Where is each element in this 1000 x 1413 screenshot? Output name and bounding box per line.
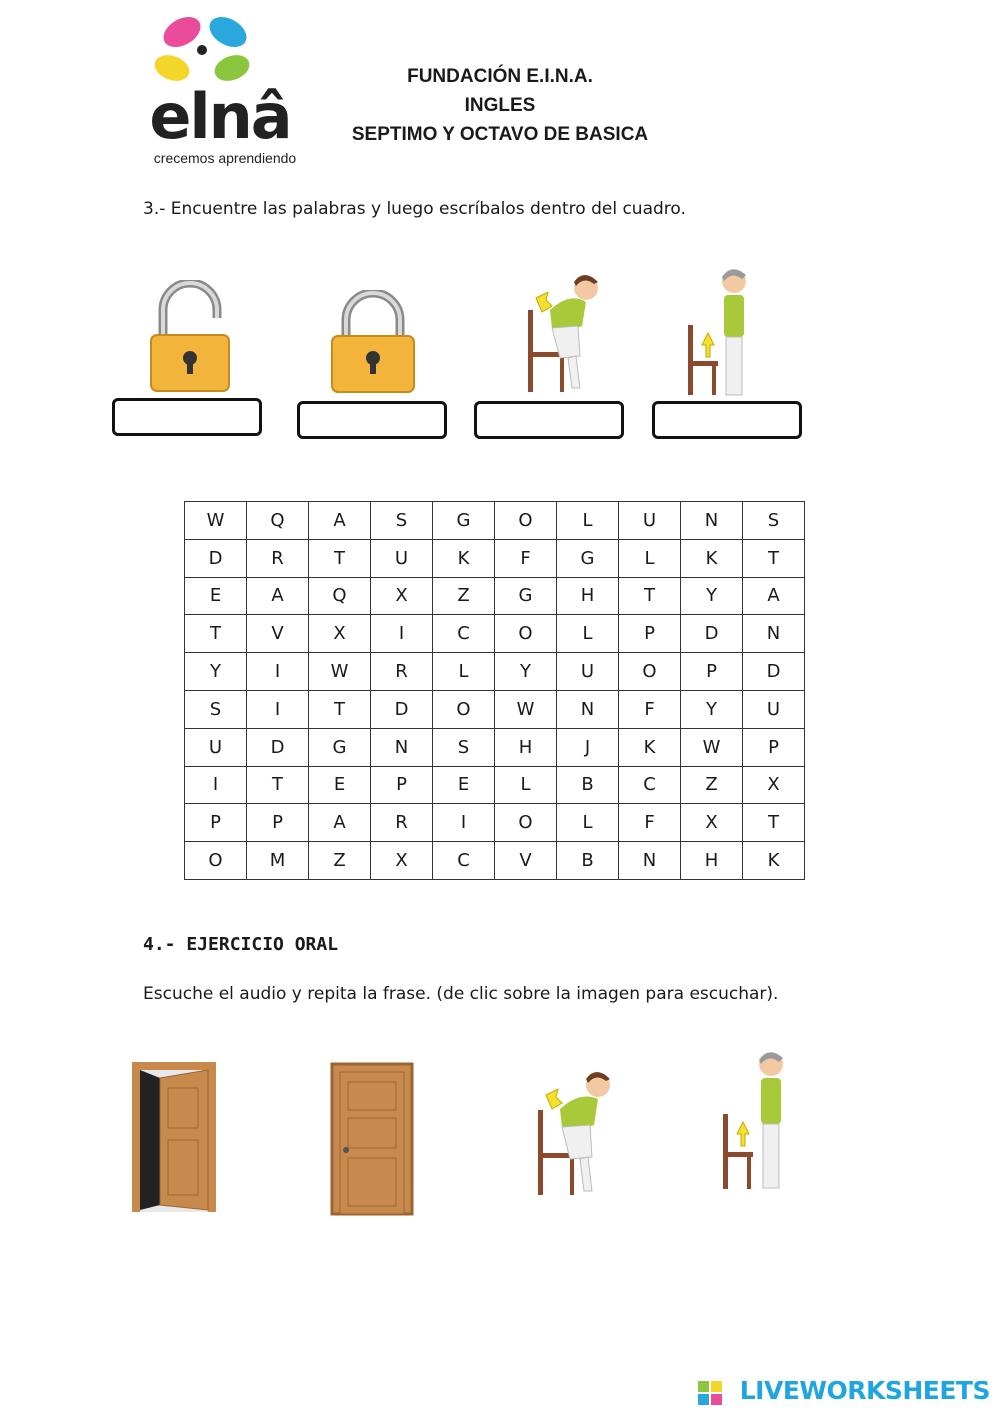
grid-cell[interactable]: I bbox=[247, 653, 309, 691]
grid-cell[interactable]: T bbox=[247, 766, 309, 804]
grid-cell[interactable]: Z bbox=[433, 577, 495, 615]
sit-down-person-audio-icon[interactable] bbox=[530, 1065, 625, 1200]
grid-cell[interactable]: P bbox=[743, 728, 805, 766]
grid-cell[interactable]: G bbox=[557, 539, 619, 577]
grid-cell[interactable]: E bbox=[309, 766, 371, 804]
grid-cell[interactable]: J bbox=[557, 728, 619, 766]
header-foundation: FUNDACIÓN E.I.N.A. bbox=[407, 66, 593, 87]
grid-cell[interactable]: V bbox=[247, 615, 309, 653]
hands-icon bbox=[151, 11, 253, 86]
grid-cell[interactable]: T bbox=[185, 615, 247, 653]
grid-cell[interactable]: H bbox=[681, 842, 743, 880]
grid-cell[interactable]: U bbox=[371, 539, 433, 577]
grid-cell[interactable]: F bbox=[495, 539, 557, 577]
grid-cell[interactable]: W bbox=[309, 653, 371, 691]
grid-cell[interactable]: X bbox=[309, 615, 371, 653]
grid-cell[interactable]: I bbox=[433, 804, 495, 842]
grid-cell[interactable]: D bbox=[681, 615, 743, 653]
grid-cell[interactable]: M bbox=[247, 842, 309, 880]
grid-cell[interactable]: F bbox=[619, 690, 681, 728]
answer-box-2[interactable] bbox=[297, 401, 447, 439]
grid-row bbox=[185, 615, 805, 653]
grid-cell[interactable]: K bbox=[433, 539, 495, 577]
grid-cell[interactable]: S bbox=[185, 690, 247, 728]
grid-cell[interactable]: U bbox=[743, 690, 805, 728]
grid-row bbox=[185, 577, 805, 615]
grid-cell[interactable]: S bbox=[433, 728, 495, 766]
grid-row bbox=[185, 653, 805, 691]
grid-cell[interactable]: N bbox=[681, 502, 743, 540]
grid-cell[interactable]: O bbox=[495, 502, 557, 540]
grid-cell[interactable]: P bbox=[619, 615, 681, 653]
grid-cell[interactable]: K bbox=[619, 728, 681, 766]
grid-row bbox=[185, 804, 805, 842]
grid-cell[interactable]: E bbox=[185, 577, 247, 615]
logo-slogan: crecemos aprendiendo bbox=[153, 150, 297, 166]
exercise4-title: 4.- EJERCICIO ORAL bbox=[143, 934, 339, 955]
grid-cell[interactable]: W bbox=[681, 728, 743, 766]
grid-cell[interactable]: R bbox=[371, 804, 433, 842]
grid-cell[interactable]: R bbox=[371, 653, 433, 691]
grid-cell[interactable]: R bbox=[247, 539, 309, 577]
exercise3-instruction: 3.- Encuentre las palabras y luego escríbalos dentro del cuadro. bbox=[143, 199, 686, 219]
grid-cell[interactable]: L bbox=[557, 615, 619, 653]
document-header bbox=[330, 62, 670, 149]
grid-cell[interactable]: L bbox=[619, 539, 681, 577]
grid-cell[interactable]: D bbox=[185, 539, 247, 577]
grid-row bbox=[185, 502, 805, 540]
grid-cell[interactable]: D bbox=[247, 728, 309, 766]
grid-cell[interactable]: T bbox=[743, 804, 805, 842]
grid-cell[interactable]: S bbox=[371, 502, 433, 540]
grid-cell[interactable]: U bbox=[185, 728, 247, 766]
grid-cell[interactable]: I bbox=[371, 615, 433, 653]
grid-cell[interactable]: P bbox=[371, 766, 433, 804]
grid-cell[interactable]: W bbox=[185, 502, 247, 540]
grid-cell[interactable]: G bbox=[495, 577, 557, 615]
grid-cell[interactable]: E bbox=[433, 766, 495, 804]
grid-cell[interactable]: Y bbox=[495, 653, 557, 691]
stand-up-person-audio-icon[interactable] bbox=[715, 1048, 805, 1193]
grid-cell[interactable]: N bbox=[619, 842, 681, 880]
grid-cell[interactable]: X bbox=[371, 842, 433, 880]
liveworksheets-brand: LIVEWORKSHEETS bbox=[739, 1376, 990, 1405]
logo-wordmark: elnâ bbox=[149, 80, 291, 153]
grid-cell[interactable]: A bbox=[309, 502, 371, 540]
grid-cell[interactable]: L bbox=[433, 653, 495, 691]
grid-cell[interactable]: C bbox=[433, 615, 495, 653]
grid-cell[interactable]: K bbox=[743, 842, 805, 880]
grid-cell[interactable]: L bbox=[557, 804, 619, 842]
grid-cell[interactable]: H bbox=[557, 577, 619, 615]
grid-cell[interactable]: H bbox=[495, 728, 557, 766]
grid-cell[interactable]: X bbox=[371, 577, 433, 615]
grid-cell[interactable]: N bbox=[743, 615, 805, 653]
grid-cell[interactable]: F bbox=[619, 804, 681, 842]
grid-cell[interactable]: C bbox=[619, 766, 681, 804]
grid-cell[interactable]: C bbox=[433, 842, 495, 880]
answer-box-4[interactable] bbox=[652, 401, 802, 439]
grid-cell[interactable]: A bbox=[743, 577, 805, 615]
grid-cell[interactable]: U bbox=[619, 502, 681, 540]
grid-cell[interactable]: Q bbox=[309, 577, 371, 615]
grid-cell[interactable]: O bbox=[495, 615, 557, 653]
grid-cell[interactable]: T bbox=[309, 539, 371, 577]
grid-row bbox=[185, 539, 805, 577]
grid-cell[interactable]: Y bbox=[681, 690, 743, 728]
header-subject: INGLES bbox=[464, 95, 536, 116]
grid-cell[interactable]: D bbox=[371, 690, 433, 728]
grid-cell[interactable]: L bbox=[557, 502, 619, 540]
grid-cell[interactable]: T bbox=[309, 690, 371, 728]
answer-box-3[interactable] bbox=[474, 401, 624, 439]
grid-cell[interactable]: L bbox=[495, 766, 557, 804]
grid-cell[interactable]: I bbox=[247, 690, 309, 728]
grid-cell[interactable]: N bbox=[557, 690, 619, 728]
grid-row bbox=[185, 728, 805, 766]
grid-cell[interactable]: Y bbox=[185, 653, 247, 691]
grid-cell[interactable]: K bbox=[681, 539, 743, 577]
open-padlock-icon bbox=[145, 280, 235, 395]
grid-cell[interactable]: N bbox=[371, 728, 433, 766]
grid-cell[interactable]: O bbox=[495, 804, 557, 842]
grid-cell[interactable]: U bbox=[557, 653, 619, 691]
grid-row bbox=[185, 690, 805, 728]
liveworksheets-logo-icon bbox=[698, 1381, 722, 1405]
grid-cell[interactable]: B bbox=[557, 842, 619, 880]
closed-padlock-icon bbox=[328, 290, 418, 395]
grid-cell[interactable]: X bbox=[681, 804, 743, 842]
grid-cell[interactable]: O bbox=[185, 842, 247, 880]
grid-cell[interactable]: Z bbox=[681, 766, 743, 804]
grid-cell[interactable]: Y bbox=[681, 577, 743, 615]
grid-cell[interactable]: Q bbox=[247, 502, 309, 540]
grid-cell[interactable]: P bbox=[247, 804, 309, 842]
grid-row bbox=[185, 842, 805, 880]
grid-row bbox=[185, 766, 805, 804]
grid-cell[interactable]: I bbox=[185, 766, 247, 804]
header-grade: SEPTIMO Y OCTAVO DE BASICA bbox=[351, 124, 649, 145]
stand-up-person-icon bbox=[680, 265, 770, 400]
grid-cell[interactable]: V bbox=[495, 842, 557, 880]
grid-cell[interactable]: W bbox=[495, 690, 557, 728]
grid-cell[interactable]: D bbox=[743, 653, 805, 691]
grid-cell[interactable]: O bbox=[433, 690, 495, 728]
grid-cell[interactable]: A bbox=[247, 577, 309, 615]
grid-cell[interactable]: T bbox=[743, 539, 805, 577]
sit-down-person-icon bbox=[520, 270, 615, 395]
grid-cell[interactable]: T bbox=[619, 577, 681, 615]
grid-cell[interactable]: Z bbox=[309, 842, 371, 880]
grid-cell[interactable]: X bbox=[743, 766, 805, 804]
open-door-icon[interactable] bbox=[130, 1060, 220, 1215]
grid-cell[interactable]: G bbox=[309, 728, 371, 766]
grid-cell[interactable]: P bbox=[185, 804, 247, 842]
word-search-grid bbox=[184, 501, 805, 880]
answer-box-1[interactable] bbox=[112, 398, 262, 436]
grid-cell[interactable]: O bbox=[619, 653, 681, 691]
grid-cell[interactable]: P bbox=[681, 653, 743, 691]
grid-cell[interactable]: B bbox=[557, 766, 619, 804]
exercise4-instruction: Escuche el audio y repita la frase. (de clic sobre la imagen para escuchar). bbox=[143, 984, 779, 1004]
grid-cell[interactable]: G bbox=[433, 502, 495, 540]
closed-door-icon[interactable] bbox=[330, 1062, 415, 1217]
grid-cell[interactable]: S bbox=[743, 502, 805, 540]
grid-cell[interactable]: A bbox=[309, 804, 371, 842]
